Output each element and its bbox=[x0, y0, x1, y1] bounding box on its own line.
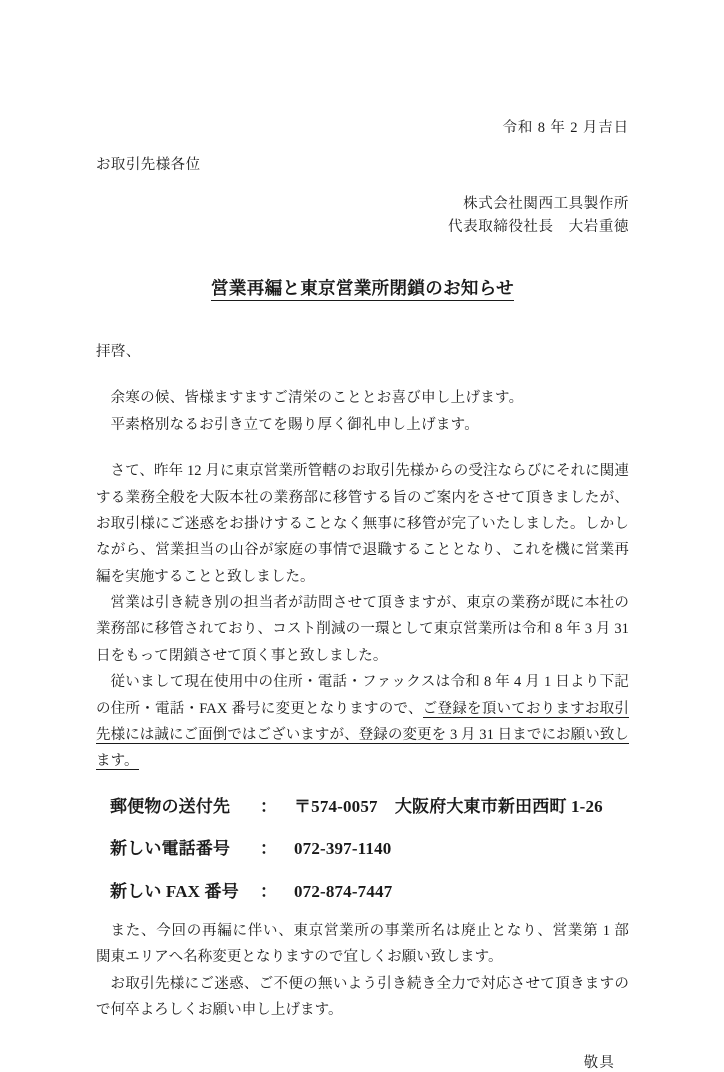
contact-row-mailing-address bbox=[110, 797, 629, 817]
contact-label: 郵便物の送付先 bbox=[110, 796, 231, 816]
contact-colon: ： bbox=[260, 796, 278, 816]
closing-paragraph: また、今回の再編に伴い、東京営業所の事業所名は廃止となり、営業第 1 部 関東エリアへ名称変更となりますので宜しくお願い致します。 bbox=[96, 922, 644, 966]
contact-label: 新しい FAX 番号 bbox=[110, 881, 239, 901]
greeting-line: 平素格別なるお引き立てを賜り厚く御礼申し上げます。 bbox=[110, 416, 480, 433]
document-date: 令和 8 年 2 月吉日 bbox=[502, 120, 629, 136]
contact-row-phone bbox=[110, 839, 629, 859]
sender-company: 株式会社関西工具製作所 bbox=[463, 195, 629, 212]
page-title-text: 営業再編と東京営業所閉鎖のお知らせ bbox=[211, 278, 514, 301]
body-block bbox=[96, 458, 629, 775]
contact-colon: ： bbox=[260, 839, 278, 859]
closing-block bbox=[96, 918, 644, 1024]
contact-value: 〒574-0057 大阪府大東市新田西町 1-26 bbox=[294, 796, 603, 816]
contact-value: 072-874-7447 bbox=[294, 881, 393, 901]
sender-block bbox=[96, 193, 629, 240]
contact-value: 072-397-1140 bbox=[294, 839, 392, 859]
notice-plain-text: 従いまして現在使用中の住所・電話・ファックスは令和 8 年 4 月 1 日より下記の住所・電話・FAX 番号に変更となりますので、 bbox=[96, 674, 629, 717]
greeting-block bbox=[96, 385, 629, 438]
notice-underlined-text: ご登録を頂いておりますお取引先様には誠にご面倒ではございますが、登録の変更を 3 月 31 日までにお願い致します。 bbox=[96, 700, 629, 770]
closing-paragraph: お取引先様にご迷惑、ご不便の無いよう引き続き全力で対応させて頂きますので何卒よろしくお願い申し上げます。 bbox=[96, 975, 629, 1019]
body-paragraph: 営業は引き続き別の担当者が訪問させて頂きますが、東京の業務が既に本社の業務部に移管されており、コスト削減の一環として東京営業所は令和 8 年 3 月 31 日をもって閉鎖させて頂く事と致しました。 bbox=[96, 595, 629, 664]
notice-paragraph bbox=[96, 669, 629, 775]
contact-row-fax bbox=[110, 882, 629, 902]
sign-off: 敬具 bbox=[583, 1055, 615, 1072]
contact-colon: ： bbox=[260, 881, 278, 901]
recipient-line: お取引先様各位 bbox=[96, 156, 201, 173]
salutation: 拝啓、 bbox=[96, 344, 141, 361]
body-paragraph: さて、昨年 12 月に東京営業所管轄のお取引先様からの受注ならびにそれに関連する業務全般を大阪本社の業務部に移管する旨のご案内をさせて頂きましたが、お取引様にご迷惑をお掛けすることなく無事に移管が完了いたしました。しかしながら、営業担当の山谷が家庭の事情で退職することとなり、これを機に営業再編を実施することと致しました。 bbox=[96, 463, 629, 585]
document-content bbox=[96, 0, 644, 1072]
contact-block bbox=[96, 797, 629, 902]
contact-label: 新しい電話番号 bbox=[110, 839, 231, 859]
greeting-line: 余寒の候、皆様ますますご清栄のこととお喜び申し上げます。 bbox=[110, 390, 524, 407]
sender-person: 代表取締役社長 大岩重徳 bbox=[448, 218, 629, 235]
page-title bbox=[96, 275, 629, 300]
